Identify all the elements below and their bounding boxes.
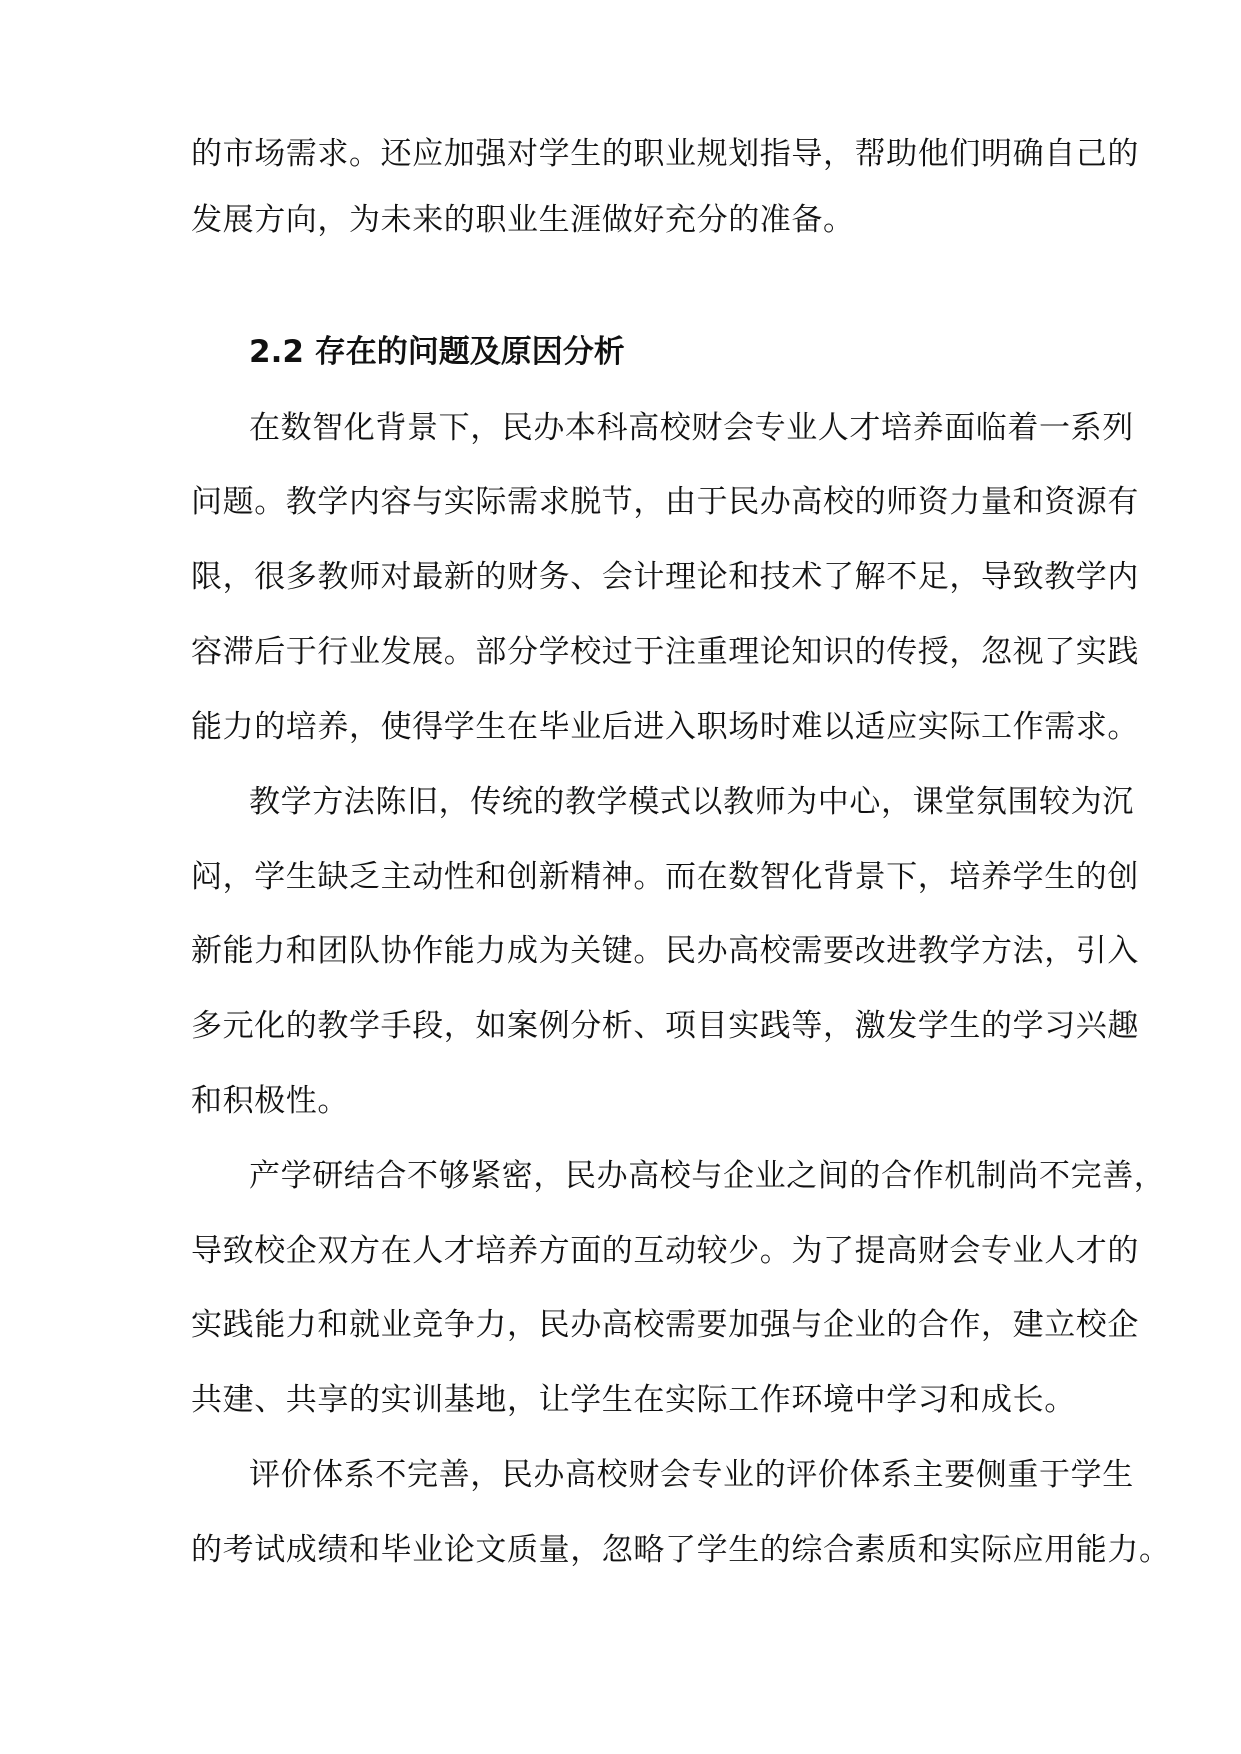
paragraph-line: 教学方法陈旧，传统的教学模式以教师为中心，课堂氛围较为沉 — [249, 784, 1134, 820]
paragraph-line: 实践能力和就业竞争力，民办高校需要加强与企业的合作，建立校企 — [191, 1307, 1139, 1343]
paragraph-line: 评价体系不完善，民办高校财会专业的评价体系主要侧重于学生 — [249, 1457, 1134, 1493]
paragraph-line: 发展方向，为未来的职业生涯做好充分的准备。 — [191, 202, 855, 238]
paragraph-line: 容滞后于行业发展。部分学校过于注重理论知识的传授，忽视了实践 — [191, 634, 1139, 670]
paragraph-line: 在数智化背景下，民办本科高校财会专业人才培养面临着一系列 — [249, 410, 1134, 446]
paragraph-line: 的考试成绩和毕业论文质量，忽略了学生的综合素质和实际应用能力。 — [191, 1532, 1171, 1568]
paragraph-line: 和积极性。 — [191, 1083, 349, 1119]
paragraph-line: 的市场需求。还应加强对学生的职业规划指导，帮助他们明确自己的 — [191, 136, 1139, 172]
paragraph-line: 产学研结合不够紧密，民办高校与企业之间的合作机制尚不完善， — [249, 1158, 1166, 1194]
paragraph-line: 闷，学生缺乏主动性和创新精神。而在数智化背景下，培养学生的创 — [191, 859, 1139, 895]
paragraph-line: 导致校企双方在人才培养方面的互动较少。为了提高财会专业人才的 — [191, 1233, 1139, 1269]
paragraph-line: 多元化的教学手段，如案例分析、项目实践等，激发学生的学习兴趣 — [191, 1008, 1139, 1044]
paragraph-line: 新能力和团队协作能力成为关键。民办高校需要改进教学方法，引入 — [191, 933, 1139, 969]
paragraph-line: 共建、共享的实训基地，让学生在实际工作环境中学习和成长。 — [191, 1382, 1076, 1418]
section-heading: 2.2 存在的问题及原因分析 — [249, 334, 625, 370]
paragraph-line: 问题。教学内容与实际需求脱节，由于民办高校的师资力量和资源有 — [191, 484, 1139, 520]
paragraph-line: 能力的培养，使得学生在毕业后进入职场时难以适应实际工作需求。 — [191, 709, 1139, 745]
paragraph-line: 限，很多教师对最新的财务、会计理论和技术了解不足，导致教学内 — [191, 559, 1139, 595]
